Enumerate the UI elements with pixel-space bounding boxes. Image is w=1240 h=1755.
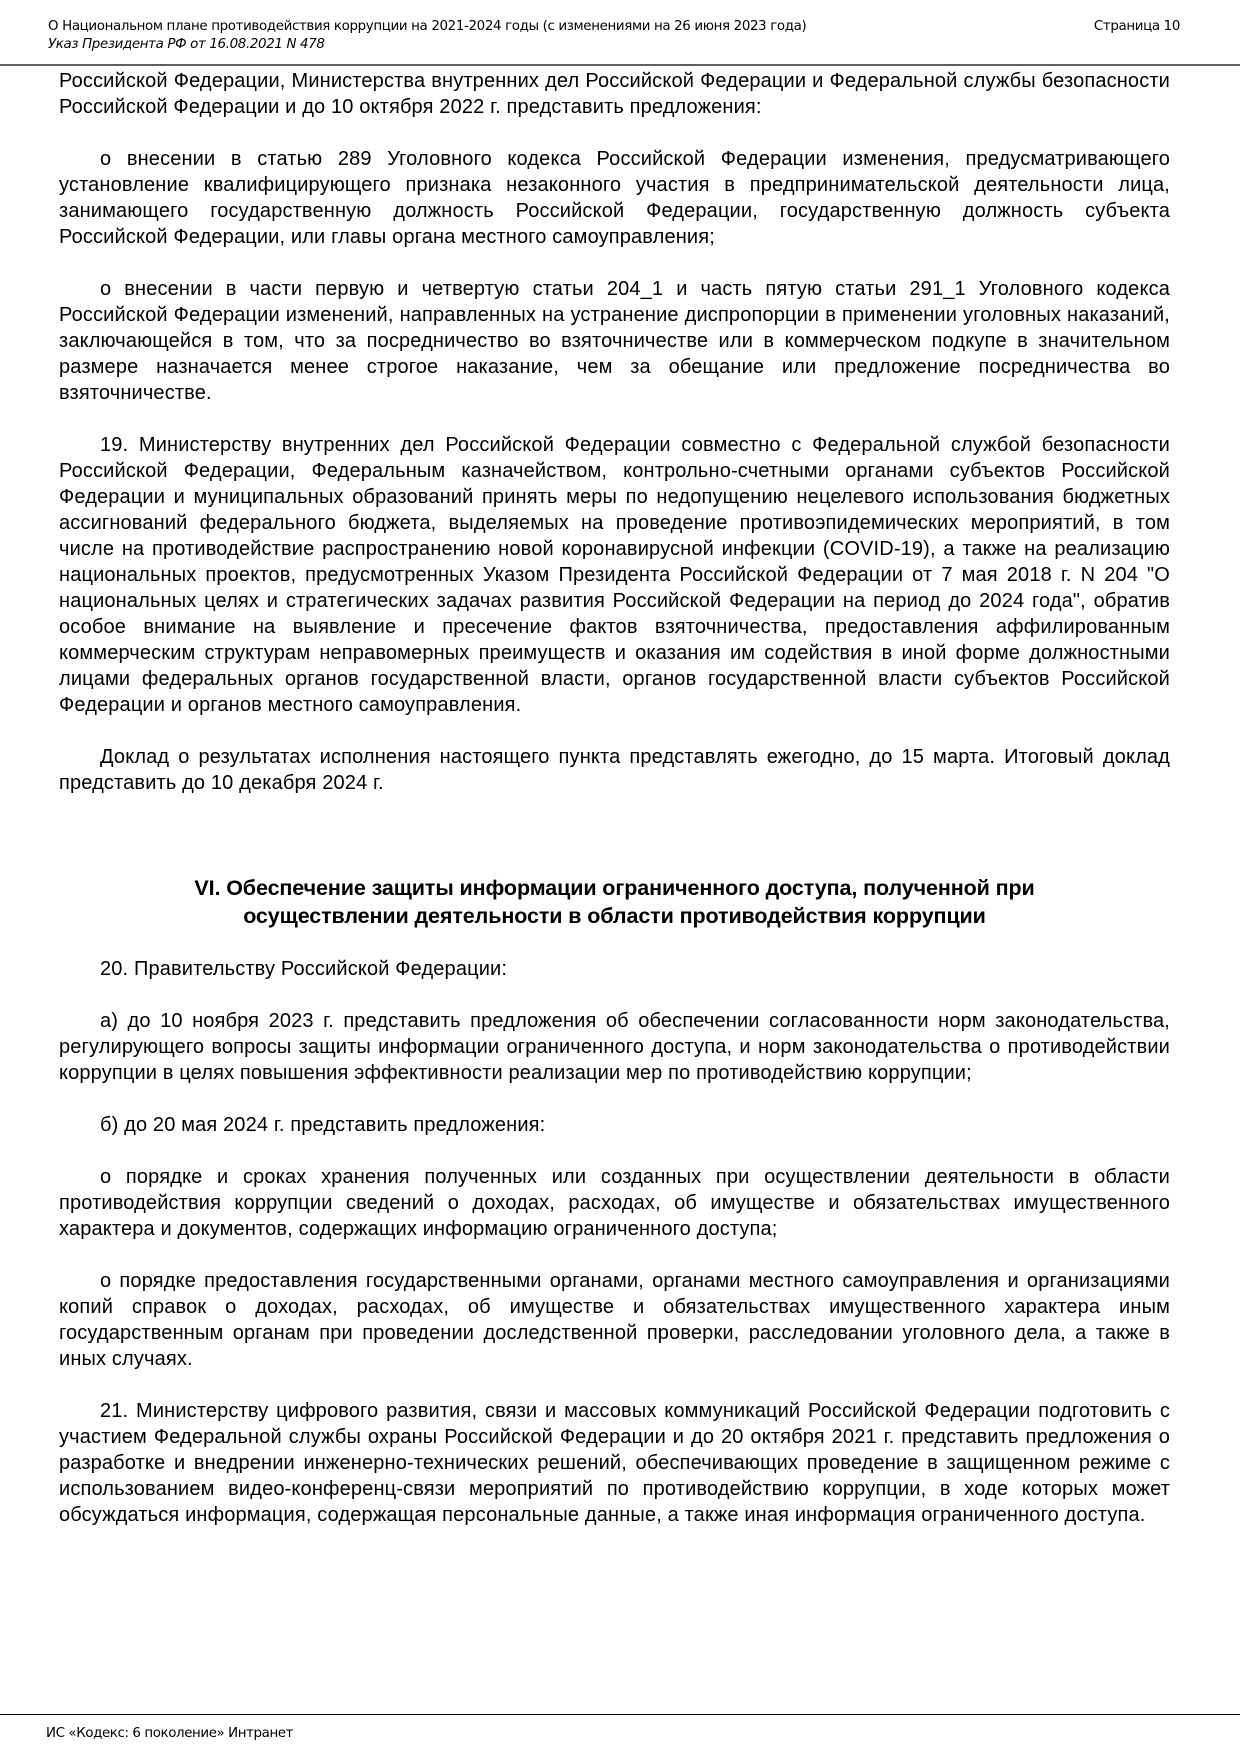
paragraph-article-289: о внесении в статью 289 Уголовного кодекса Российской Федерации изменения, предусматривающего установление квалифицирующего признака незаконного участия в предпринимательской деятельности лица, занимающего государственную должность Российской Федерации, государственную должность субъекта Российской Федерации, или главы органа местного самоуправления; [59, 148, 1170, 248]
page-number: Страница 10 [1093, 19, 1180, 34]
header-divider [0, 64, 1240, 66]
document-source: Указ Президента РФ от 16.08.2021 N 478 [48, 37, 325, 52]
paragraph-item-20-a: а) до 10 ноября 2023 г. представить предложения об обеспечении согласованности норм законодательства, регулирующего вопросы защиты информации ограниченного доступа, и норм законодательства о противодействии коррупции в целях повышения эффективности реализации мер по противодействию коррупции; [59, 1010, 1170, 1084]
document-title: О Национальном плане противодействия коррупции на 2021-2024 годы (с изменениями на 26 июня 2023 года) [48, 19, 807, 34]
paragraph-item-21: 21. Министерству цифрового развития, связи и массовых коммуникаций Российской Федерации подготовить с участием Федеральной службы охраны Российской Федерации и до 20 октября 2021 г. представить предложения о разработке и внедрении инженерно-технических решений, обеспечивающих проведение в защищенном режиме с использованием видео-конференц-связи мероприятий по противодействию коррупции, в ходе которых может обсуждаться информация, содержащая персональные данные, а также иная информация ограниченного доступа. [59, 1400, 1170, 1526]
section-heading-vi: VI. Обеспечение защиты информации ограниченного доступа, полученной при осуществлении деятельности в области противодействия коррупции [194, 876, 1035, 928]
paragraph-item-19: 19. Министерству внутренних дел Российской Федерации совместно с Федеральной службой безопасности Российской Федерации, Федеральным казначейством, контрольно-счетными органами субъектов Российской Федерации и муниципальных образований принять меры по недопущению нецелевого использования бюджетных ассигнований федерального бюджета, выделяемых на проведение противоэпидемических мероприятий, в том числе на противодействие распространению новой коронавирусной инфекции (COVID-19), а также на реализацию национальных проектов, предусмотренных Указом Президента Российской Федерации от 7 мая 2018 г. N 204 "О национальных целях и стратегических задачах развития Российской Федерации на период до 2024 года", обратив особое внимание на выявление и пресечение фактов взяточничества, предоставления аффилированным коммерческим структурам неправомерных преимуществ и оказания им содействия в иной форме должностными лицами федеральных органов государственной власти, органов государственной власти субъектов Российской Федерации и органов местного самоуправления. [59, 434, 1170, 716]
paragraph-article-204-1: о внесении в части первую и четвертую статьи 204_1 и часть пятую статьи 291_1 Уголовного кодекса Российской Федерации изменений, направленных на устранение диспропорции в применении уголовных наказаний, заключающейся в том, что за посредничество во взяточничестве или в коммерческом подкупе в значительном размере назначается менее строгое наказание, чем за обещание или предложение посредничества во взяточничестве. [59, 278, 1170, 404]
paragraph-item-20-b: б) до 20 мая 2024 г. представить предложения: [100, 1114, 546, 1136]
paragraph-continuation: Российской Федерации, Министерства внутренних дел Российской Федерации и Федеральной службы безопасности Российской Федерации и до 10 октября 2022 г. представить предложения: [59, 70, 1170, 118]
document-body [59, 68, 1170, 1554]
paragraph-item-20: 20. Правительству Российской Федерации: [100, 958, 508, 980]
paragraph-storage-order: о порядке и сроках хранения полученных или созданных при осуществлении деятельности в области противодействия коррупции сведений о доходах, расходах, об имуществе и обязательствах имущественного характера и документов, содержащих информацию ограниченного доступа; [59, 1166, 1170, 1240]
page-header [48, 18, 1192, 64]
footer-divider [0, 1714, 1240, 1715]
paragraph-provision-order: о порядке предоставления государственными органами, органами местного самоуправления и организациями копий справок о доходах, расходах, об имуществе и обязательствах имущественного характера иным государственным органам при проведении доследственной проверки, расследовании уголовного дела, а также в иных случаях. [59, 1270, 1170, 1370]
paragraph-report-item-19: Доклад о результатах исполнения настоящего пункта представлять ежегодно, до 15 марта. Итоговый доклад представить до 10 декабря 2024 г. [59, 746, 1170, 794]
page-footer: ИС «Кодекс: 6 поколение» Интранет [46, 1726, 294, 1741]
